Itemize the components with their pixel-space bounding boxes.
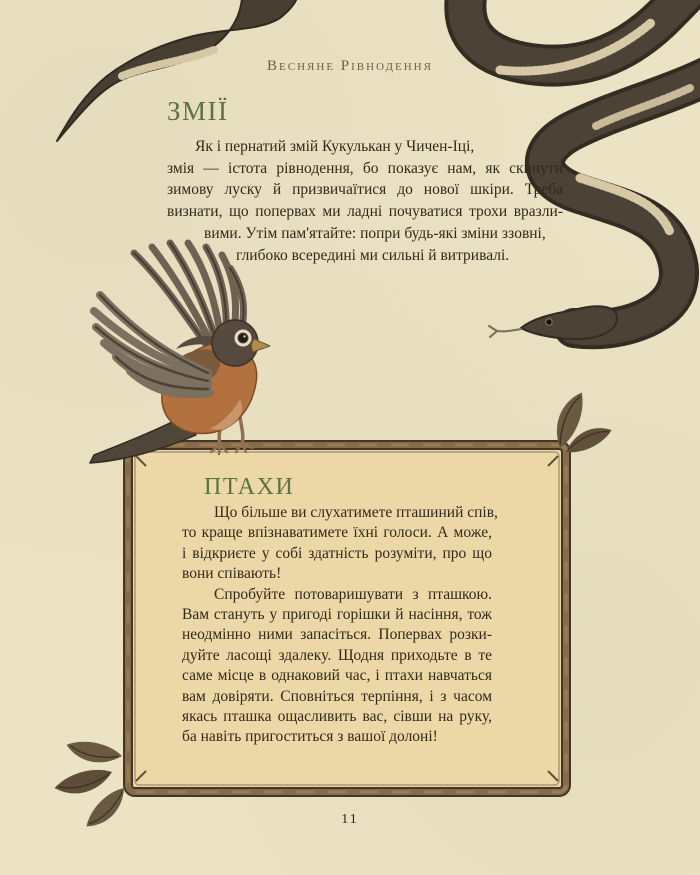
snakes-section-heading: ЗМІЇ [167,96,229,126]
text-line: саме місце в однаковий час, і птахи навчаться [182,667,492,685]
robin-bird-illustration [90,243,270,463]
text-line: глибоко всередині ми сильні й витривалі. [236,246,510,264]
text-line: Спробуйте потоваришувати з пташкою. [214,585,492,603]
snakes-paragraph [167,136,563,266]
bird-beak [252,339,270,352]
bird-eye [239,334,248,343]
text-line: то краще впізнаватимете їхні голоси. А може, [182,524,492,542]
text-line: визнати, що попервах ми ладні почуватися трохи вразли- [167,203,563,221]
text-line: Вам стануть у пригоді горішки й насіння, тож [182,606,492,624]
bird-head [212,320,258,366]
text-line: вам довіряти. Сповніться терпіння, і з часом [182,687,492,705]
running-header: Весняне Рівнодення [267,58,433,74]
text-line: ба навіть пригоститься з вашої долоні! [182,728,438,746]
text-line: вони співають! [182,565,282,583]
paragraph [182,503,498,585]
text-line: дуйте ласощі здалеку. Щодня приходьте в те [182,646,492,664]
text-line: зимову луску й призвичаїтися до нової шкіри. Треба [167,181,563,199]
text-line: Як і пернатий змій Кукулькан у Чичен-Іці, [195,138,475,155]
text-line: змія — істота рівнодення, бо показує нам, як скинути [167,159,563,177]
text-line: і відкриєте у собі здатність розуміти, про що [182,544,492,562]
text-line: неодмінно ними запасіться. Попервах розки- [182,626,492,644]
birds-paragraphs [182,503,498,748]
snake-head [489,306,617,339]
paragraph [182,585,492,748]
snake-tongue-icon [489,326,521,337]
text-line: вими. Утім пам'ятайте: попри будь-які зміни ззовні, [204,224,546,242]
page-number: 11 [341,812,359,827]
birds-section-heading: ПТАХИ [204,474,295,500]
text-line: якась пташка ощасливить вас, сівши на руку, [182,708,492,726]
text-line: Що більше ви слухатимете пташиний спів, [214,504,498,521]
